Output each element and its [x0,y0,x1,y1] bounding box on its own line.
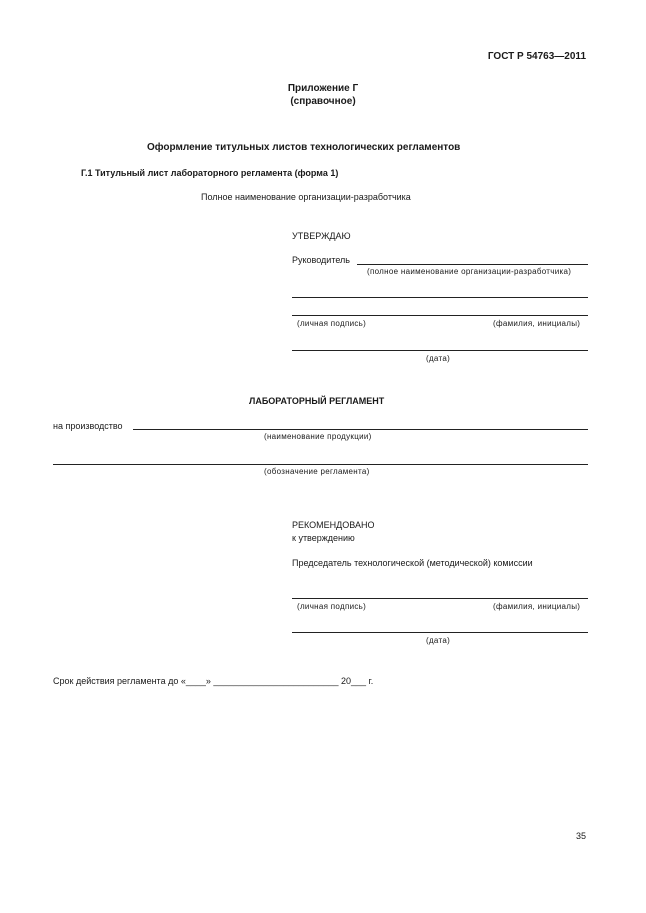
approve-date-line [292,350,588,351]
designation-caption: (обозначение регламента) [264,467,370,476]
document-title: ЛАБОРАТОРНЫЙ РЕГЛАМЕНТ [249,396,385,406]
recommend-name-caption: (фамилия, инициалы) [493,602,581,611]
subsection-title: Г.1 Титульный лист лабораторного регламента (форма 1) [81,168,339,178]
chair-label: Председатель технологической (методической) комиссии [292,558,533,568]
validity-text: Срок действия регламента до «____» _________________________ 20___ г. [53,676,374,686]
approve-head-label: Руководитель [292,255,350,265]
approve-signature-caption: (личная подпись) [297,319,367,328]
recommend-date-line [292,632,588,633]
approve-heading: УТВЕРЖДАЮ [292,231,351,241]
recommend-signature-line [292,598,588,599]
recommend-date-caption: (дата) [426,636,451,645]
approve-head-caption: (полное наименование организации-разработчика) [367,267,572,276]
approve-head-line [357,264,588,265]
recommend-signature-caption: (личная подпись) [297,602,367,611]
approve-date-caption: (дата) [426,354,451,363]
recommend-subheading: к утверждению [292,533,355,543]
standard-number: ГОСТ Р 54763—2011 [487,51,586,62]
production-line [133,429,588,430]
product-caption: (наименование продукции) [264,432,372,441]
approve-line-1 [292,297,588,298]
appendix-title: Приложение Г [287,83,359,94]
production-label: на производство [53,421,123,431]
appendix-subtitle: (справочное) [290,96,356,107]
org-name-label: Полное наименование организации-разработчика [201,192,411,202]
approve-name-caption: (фамилия, инициалы) [493,319,581,328]
recommend-heading: РЕКОМЕНДОВАНО [292,520,375,530]
page-number: 35 [576,831,587,841]
designation-line [53,464,588,465]
approve-line-2 [292,315,588,316]
section-title: Оформление титульных листов технологических регламентов [147,142,461,153]
